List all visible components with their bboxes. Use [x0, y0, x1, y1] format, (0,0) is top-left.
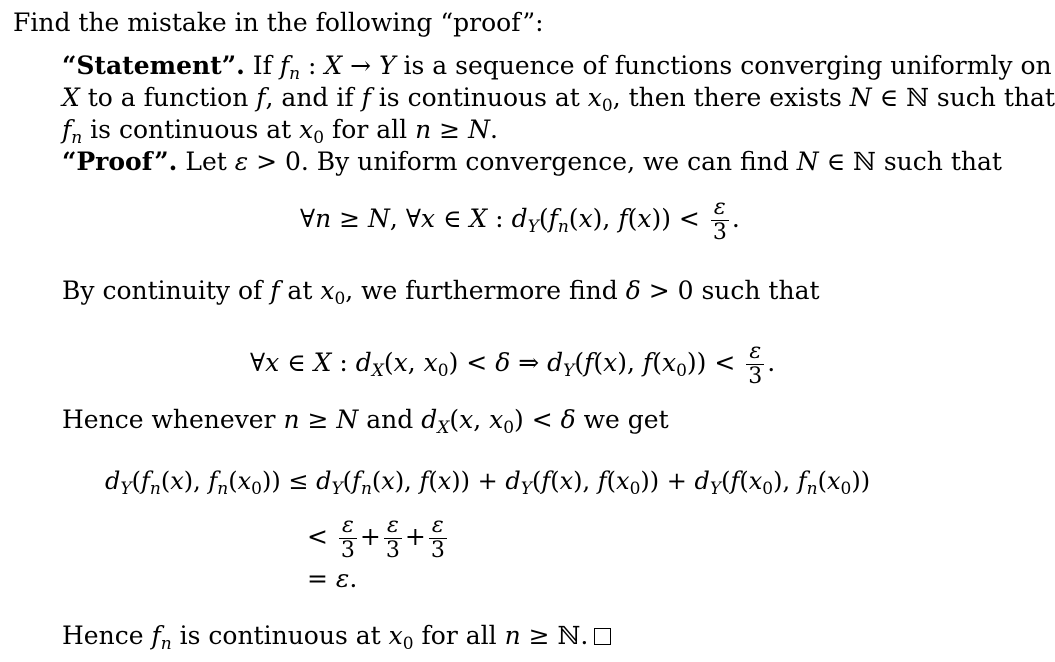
- statement-if: If: [252, 51, 272, 80]
- conclusion-line: Hence $f_n$ is continuous at $x_0$ for all n ≥ ℕ.: [62, 621, 611, 651]
- continuity-line: By continuity of f at $x_0$, we furthermore find δ > 0 such that: [62, 276, 820, 309]
- fraction-eps-third: $\frac{\varepsilon}{3}$: [385, 513, 400, 563]
- proof-line-1: “Proof”. Let ε > 0. By uniform convergence, we can find N ∈ ℕ such that: [62, 147, 1002, 176]
- equation-triangle-line-2: < $\frac{\varepsilon}{3}$ + $\frac{\varepsilon}{3}$ + $\frac{\varepsilon}{3}$: [307, 513, 445, 563]
- statement-line-1: [62, 51, 1052, 84]
- equation-uniform-convergence: ∀n ≥ N, ∀x ∈ X : $d_Y(f_n(x)$, f(x)) < $\frac{\varepsilon}{3}$ .: [300, 195, 740, 245]
- fraction-eps-third: $\frac{\varepsilon}{3}$: [430, 513, 445, 563]
- fraction-eps-third: $\frac{\varepsilon}{3}$: [340, 513, 355, 563]
- qed-square-icon: [594, 628, 611, 645]
- intro-label: Find the mistake in the following “proof”:: [13, 8, 544, 37]
- proof-label: “Proof”.: [62, 147, 178, 176]
- statement-line-2: X to a function f, and if f is continuous at $x_0$, then there exists N ∈ ℕ such that: [62, 83, 1055, 116]
- statement-line-3: $f_n$ is continuous at $x_0$ for all n ≥ N.: [62, 115, 498, 148]
- equation-triangle-line-1: $d_Y(f_n(x)$, $f_n(x_0)) \le d_Y(f_n(x)$, $f(x)) + d_Y(f(x)$, $f(x_0)) + d_Y(f(x_0)$, $f_n(x_0)$): [105, 467, 871, 499]
- fraction-eps-third: $\frac{\varepsilon}{3}$: [712, 195, 727, 245]
- statement-function-map: $f_n$ : X → Y: [279, 51, 396, 84]
- fraction-eps-third: $\frac{\varepsilon}{3}$: [748, 339, 763, 389]
- equation-triangle-line-3: = ε.: [307, 564, 358, 593]
- intro-text: [13, 8, 544, 38]
- statement-label: “Statement”.: [62, 51, 245, 80]
- hence-line: Hence whenever n ≥ N and $d_X(x$, $x_0) < \delta$ we get: [62, 405, 669, 438]
- equation-continuity: ∀x ∈ X : $d_X(x$, $x_0) < \delta$ ⇒ $d_Y(f(x)$, $f(x_0)$) < $\frac{\varepsilon}{3}$ .: [250, 339, 776, 389]
- statement-line1-rest: is a sequence of functions converging uniformly on: [403, 51, 1052, 80]
